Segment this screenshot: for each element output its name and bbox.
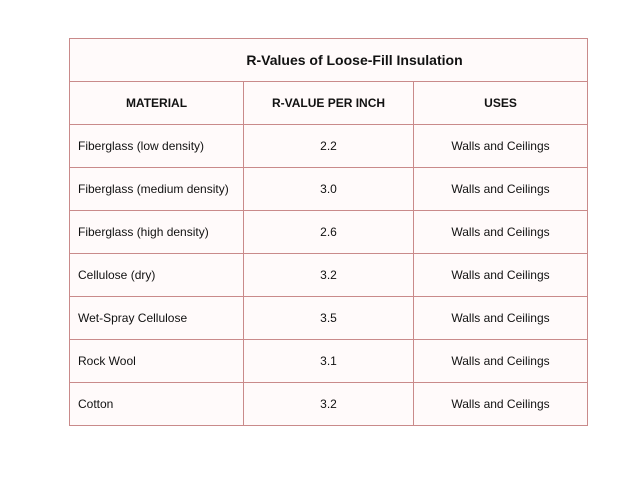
table-row (70, 211, 588, 254)
insulation-table (69, 38, 588, 426)
r-value-cell: 3.2 (244, 383, 414, 426)
table-row (70, 254, 588, 297)
uses-cell: Walls and Ceilings (414, 254, 588, 297)
material-cell: Cotton (70, 383, 244, 426)
material-cell: Fiberglass (low density) (70, 125, 244, 168)
column-header-r-value: R-VALUE PER INCH (244, 82, 414, 125)
r-value-cell: 3.1 (244, 340, 414, 383)
r-value-cell: 3.5 (244, 297, 414, 340)
column-header-uses: USES (414, 82, 588, 125)
table-row (70, 297, 588, 340)
uses-cell: Walls and Ceilings (414, 340, 588, 383)
table-row (70, 340, 588, 383)
r-value-cell: 3.2 (244, 254, 414, 297)
column-header-material: MATERIAL (70, 82, 244, 125)
table-row (70, 383, 588, 426)
uses-cell: Walls and Ceilings (414, 125, 588, 168)
material-cell: Wet-Spray Cellulose (70, 297, 244, 340)
material-cell: Rock Wool (70, 340, 244, 383)
uses-cell: Walls and Ceilings (414, 297, 588, 340)
material-cell: Fiberglass (medium density) (70, 168, 244, 211)
material-cell: Cellulose (dry) (70, 254, 244, 297)
table-row (70, 125, 588, 168)
r-value-cell: 3.0 (244, 168, 414, 211)
table-title: R-Values of Loose-Fill Insulation (70, 39, 588, 82)
r-value-cell: 2.2 (244, 125, 414, 168)
uses-cell: Walls and Ceilings (414, 211, 588, 254)
title-row (70, 39, 588, 82)
header-row (70, 82, 588, 125)
table-row (70, 168, 588, 211)
uses-cell: Walls and Ceilings (414, 168, 588, 211)
uses-cell: Walls and Ceilings (414, 383, 588, 426)
r-value-cell: 2.6 (244, 211, 414, 254)
material-cell: Fiberglass (high density) (70, 211, 244, 254)
